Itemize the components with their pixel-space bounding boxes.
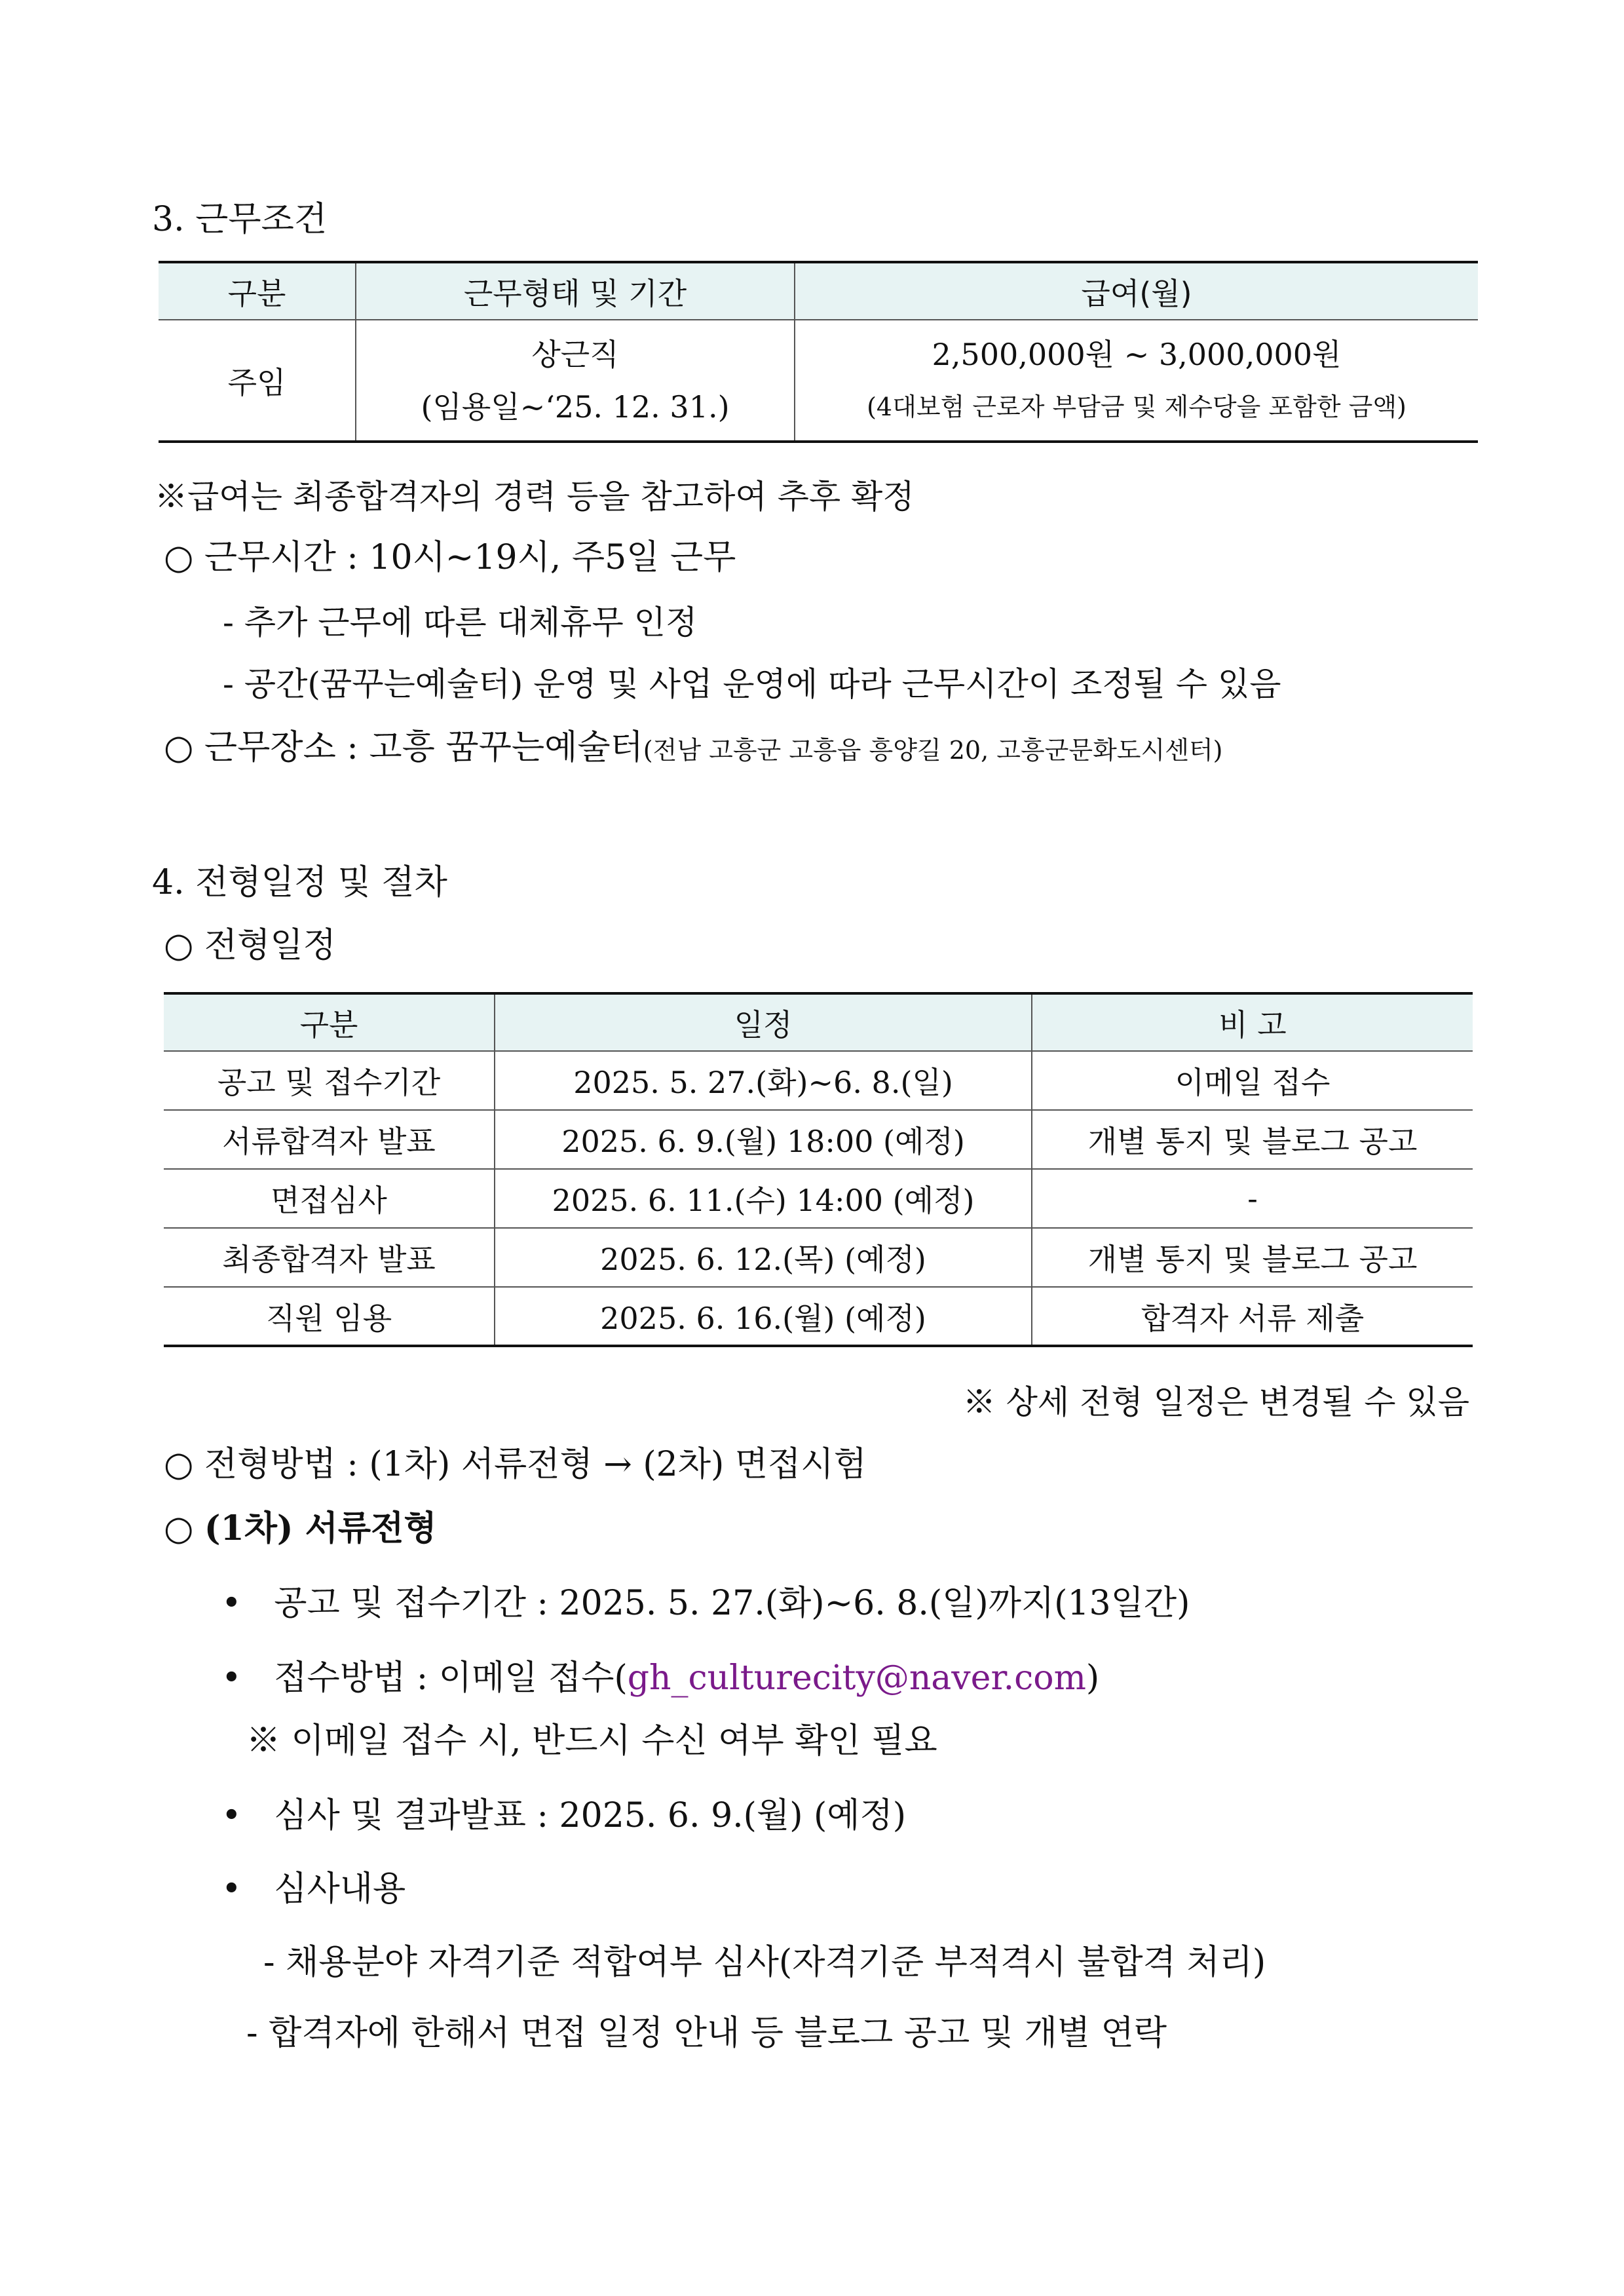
schedule-cell: - [1032,1169,1473,1228]
work-hours: ○ 근무시간 : 10시~19시, 주5일 근무 [164,538,736,577]
section-4-title: 4. 전형일정 및 절차 [152,863,447,902]
schedule-header-note: 비 고 [1032,993,1473,1051]
schedule-header-category: 구분 [164,993,495,1051]
schedule-cell: 면접심사 [164,1169,495,1228]
schedule-cell: 2025. 6. 16.(월) (예정) [495,1287,1032,1346]
schedule-cell: 공고 및 접수기간 [164,1051,495,1110]
bullet-icon: • [221,1584,242,1623]
content-text: 심사내용 [274,1869,406,1909]
schedule-cell: 서류합격자 발표 [164,1110,495,1169]
review-text: 심사 및 결과발표 : 2025. 6. 9.(월) (예정) [274,1796,907,1835]
schedule-table [164,992,1473,1347]
email-link[interactable]: gh_culturecity@naver.com [627,1658,1086,1698]
work-type-line1: 상근직 [531,336,619,372]
schedule-cell: 2025. 6. 12.(목) (예정) [495,1228,1032,1287]
schedule-cell: 직원 임용 [164,1287,495,1346]
cell-salary [795,320,1478,442]
schedule-header-date: 일정 [495,993,1032,1051]
schedule-note: ※ 상세 전형 일정은 변경될 수 있음 [962,1383,1469,1421]
period-text: 공고 및 접수기간 : 2025. 5. 27.(화)~6. 8.(일)까지(13일간) [274,1584,1190,1623]
work-hours-sub2: - 공간(꿈꾸는예술터) 운영 및 사업 운영에 따라 근무시간이 조정될 수 있음 [223,665,1281,703]
work-type-line2: (임용일~‘25. 12. 31.) [421,389,730,425]
schedule-cell: 2025. 6. 11.(수) 14:00 (예정) [495,1169,1032,1228]
table-row [164,1228,1473,1287]
work-place: ○ 근무장소 : 고흥 꿈꾸는예술터 [164,728,643,767]
table-row [164,1169,1473,1228]
content-sub1: - 채용분야 자격기준 적합여부 심사(자격기준 부적격시 불합격 처리) [263,1943,1266,1982]
header-category: 구분 [159,262,356,320]
content-sub2: - 합격자에 한해서 면접 일정 안내 등 블로그 공고 및 개별 연락 [246,2014,1167,2053]
schedule-cell: 개별 통지 및 블로그 공고 [1032,1110,1473,1169]
cell-category: 주임 [159,320,356,442]
table-row [164,1287,1473,1346]
work-conditions-table [159,261,1478,443]
salary-line1: 2,500,000원 ~ 3,000,000원 [932,336,1342,372]
section-3-title: 3. 근무조건 [152,200,328,239]
schedule-heading: ○ 전형일정 [164,926,336,965]
cell-work-type [356,320,795,442]
work-place-line [164,719,1222,769]
schedule-cell: 2025. 6. 9.(월) 18:00 (예정) [495,1110,1032,1169]
header-work-type: 근무형태 및 기간 [356,262,795,320]
header-salary: 급여(월) [795,262,1478,320]
salary-line2: (4대보험 근로자 부담금 및 제수당을 포함한 금액) [867,392,1407,421]
schedule-cell: 2025. 5. 27.(화)~6. 8.(일) [495,1051,1032,1110]
work-place-address: (전남 고흥군 고흥읍 흥양길 20, 고흥군문화도시센터) [643,736,1223,765]
table-row [164,1051,1473,1110]
method-prefix: 접수방법 : 이메일 접수( [274,1658,628,1698]
bullet-review [221,1788,906,1837]
bullet-icon: • [221,1869,242,1909]
schedule-cell: 개별 통지 및 블로그 공고 [1032,1228,1473,1287]
schedule-cell: 이메일 접수 [1032,1051,1473,1110]
stage1-heading [164,1501,437,1550]
selection-method: ○ 전형방법 : (1차) 서류전형 → (2차) 면접시험 [164,1445,867,1484]
method-suffix: ) [1086,1658,1100,1698]
stage1-title: (1차) 서류전형 [204,1508,437,1548]
bullet-method [221,1650,1099,1699]
bullet-icon: • [221,1658,242,1698]
schedule-cell: 최종합격자 발표 [164,1228,495,1287]
work-hours-sub1: - 추가 근무에 따른 대체휴무 인정 [223,603,698,641]
schedule-cell: 합격자 서류 제출 [1141,1300,1365,1336]
salary-note: ※급여는 최종합격자의 경력 등을 참고하여 추후 확정 [155,478,915,516]
bullet-period [221,1575,1190,1624]
bullet-content [221,1861,406,1910]
method-note: ※ 이메일 접수 시, 반드시 수신 여부 확인 필요 [246,1721,937,1761]
table-row [164,1110,1473,1169]
bullet-icon: • [221,1796,242,1835]
stage1-prefix: ○ [164,1509,204,1548]
